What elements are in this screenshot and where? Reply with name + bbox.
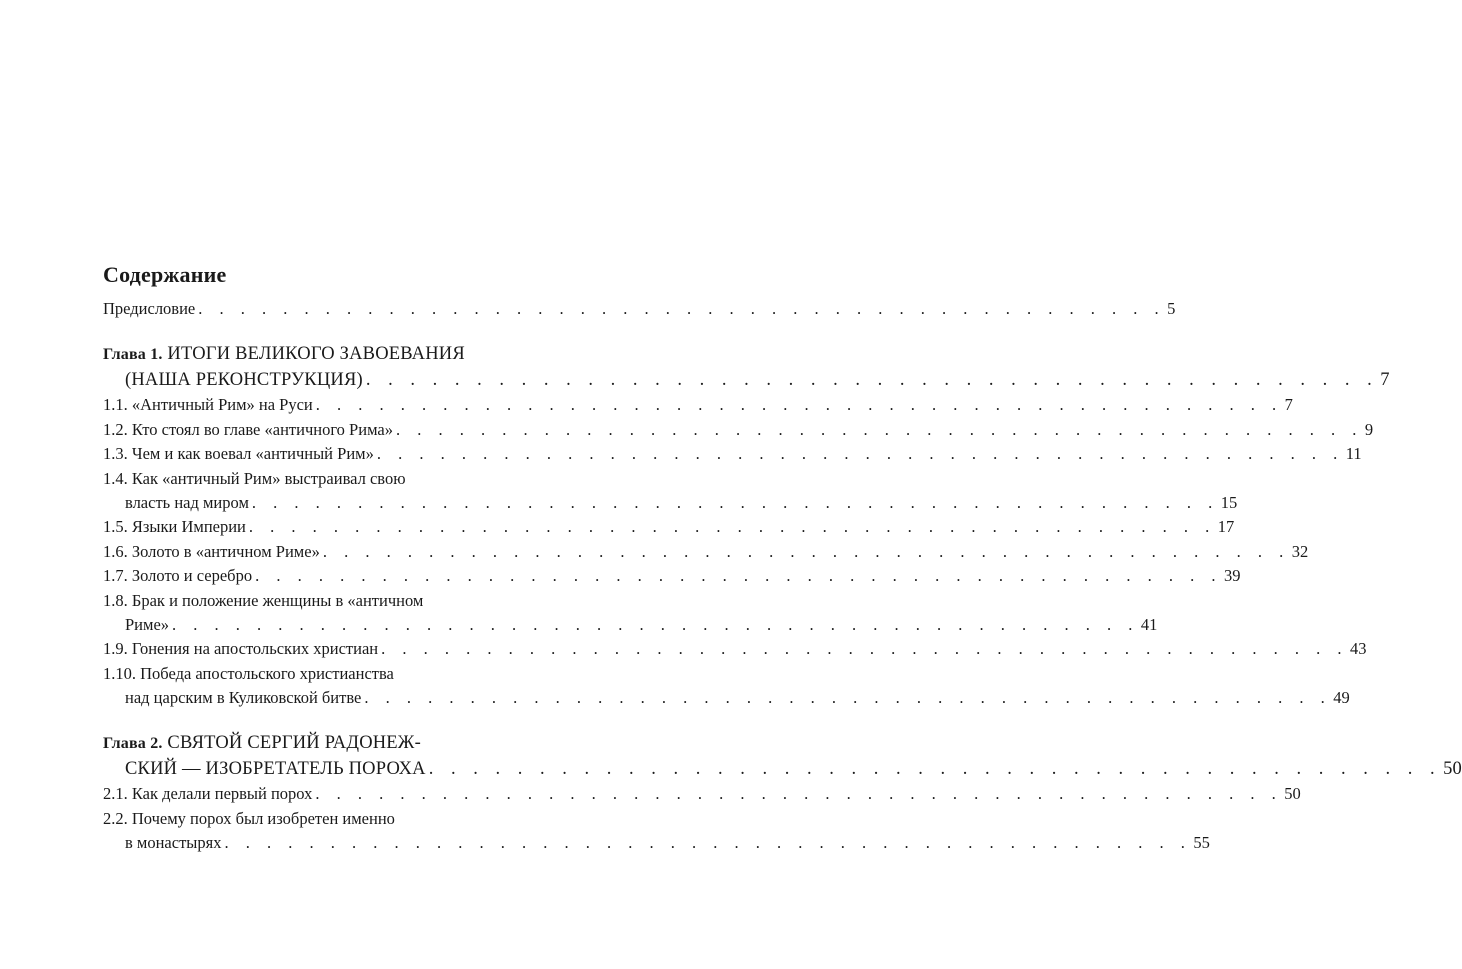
- chapter-title-cont: (НАША РЕКОНСТРУКЦИЯ): [125, 370, 363, 391]
- section-number: 1.10.: [103, 663, 136, 683]
- entry-text-cont: над царским в Куликовской битве: [125, 688, 362, 708]
- page-number: 49: [1333, 688, 1350, 708]
- toc-chapter-1-heading[interactable]: [103, 341, 519, 367]
- toc-entry-1-5[interactable]: [103, 515, 1235, 539]
- entry-text: Гонения на апостольских христиан: [131, 639, 379, 659]
- toc-entry-2-2[interactable]: [103, 807, 519, 831]
- entry-text: Золото в «античном Риме»: [131, 541, 320, 561]
- toc-entry-1-4[interactable]: [103, 467, 519, 491]
- dot-leader: . . . . . . . . . . . . . . . . . . . . . . . . . . . . . . . . . . . . . . . . . . . . . .: [255, 566, 1222, 586]
- toc-entry-1-7[interactable]: [103, 564, 1241, 588]
- section-number: 1.4.: [103, 468, 128, 488]
- dot-leader: . . . . . . . . . . . . . . . . . . . . . . . . . . . . . . . . . . . . . . . . . . . . . .: [315, 395, 1283, 415]
- section-number: 1.1.: [103, 395, 128, 415]
- entry-text: Брак и положение женщины в «античном: [131, 590, 424, 610]
- dot-leader: . . . . . . . . . . . . . . . . . . . . . . . . . . . . . . . . . . . . . . . . . . . . . .: [428, 759, 1442, 780]
- dot-leader: . . . . . . . . . . . . . . . . . . . . . . . . . . . . . . . . . . . . . . . . . . . . . .: [224, 833, 1192, 853]
- toc-entry-1-8-cont[interactable]: [103, 613, 1158, 637]
- dot-leader: . . . . . . . . . . . . . . . . . . . . . . . . . . . . . . . . . . . . . . . . . . . . . .: [365, 370, 1379, 391]
- toc-entry-1-1[interactable]: [103, 393, 1293, 417]
- entry-text: «Античный Рим» на Руси: [131, 395, 313, 415]
- dot-leader: . . . . . . . . . . . . . . . . . . . . . . . . . . . . . . . . . . . . . . . . . . . . . .: [322, 541, 1290, 561]
- page-number: 7: [1380, 370, 1390, 391]
- toc-entry-1-10[interactable]: [103, 662, 519, 686]
- entry-text-cont: Риме»: [125, 614, 170, 634]
- page-number: 50: [1284, 784, 1301, 804]
- toc-entry-1-10-cont[interactable]: [103, 686, 1350, 710]
- page-number: 17: [1217, 517, 1235, 537]
- entry-text: Как «античный Рим» выстраивал свою: [131, 468, 406, 488]
- page-number: 41: [1140, 614, 1158, 634]
- page-number: 7: [1284, 395, 1293, 415]
- chapter-label: Глава 1.: [103, 346, 163, 364]
- section-number: 1.6.: [103, 541, 128, 561]
- entry-text: Как делали первый порох: [131, 784, 313, 804]
- page-number: 55: [1193, 833, 1210, 853]
- entry-text: Чем и как воевал «античный Рим»: [131, 444, 374, 464]
- entry-text-cont: власть над миром: [125, 492, 249, 512]
- toc-entry-1-4-cont[interactable]: [103, 491, 1238, 515]
- page-number: 5: [1167, 299, 1176, 318]
- dot-leader: . . . . . . . . . . . . . . . . . . . . . . . . . . . . . . . . . . . . . . . . . . . . . .: [248, 517, 1216, 537]
- entry-text: Победа апостольского христианства: [140, 663, 394, 683]
- dot-leader: . . . . . . . . . . . . . . . . . . . . . . . . . . . . . . . . . . . . . . . . . . . . . .: [198, 299, 1166, 318]
- page-number: 43: [1350, 639, 1367, 659]
- entry-text: Золото и серебро: [131, 566, 253, 586]
- chapter-title: ИТОГИ ВЕЛИКОГО ЗАВОЕВАНИЯ: [167, 344, 465, 365]
- dot-leader: . . . . . . . . . . . . . . . . . . . . . . . . . . . . . . . . . . . . . . . . . . . . . .: [381, 639, 1348, 659]
- toc-entry-preface[interactable]: [103, 297, 1176, 321]
- page-number: 39: [1223, 566, 1241, 586]
- toc-entry-1-2[interactable]: [103, 418, 1374, 442]
- toc-entry-1-3[interactable]: [103, 442, 1362, 466]
- dot-leader: . . . . . . . . . . . . . . . . . . . . . . . . . . . . . . . . . . . . . . . . . . . . . .: [364, 688, 1332, 708]
- toc-chapter-2-heading-cont[interactable]: [103, 756, 1462, 782]
- toc-entry-1-9[interactable]: [103, 637, 1367, 661]
- toc-chapter-1-heading-cont[interactable]: [103, 367, 1390, 393]
- dot-leader: . . . . . . . . . . . . . . . . . . . . . . . . . . . . . . . . . . . . . . . . . . . . . .: [251, 492, 1219, 512]
- page-number: 11: [1345, 444, 1362, 464]
- entry-text: Языки Империи: [131, 517, 246, 537]
- entry-text: Почему порох был изобретен именно: [131, 808, 395, 828]
- entry-text: Предисловие: [103, 299, 196, 318]
- toc-entry-2-1[interactable]: [103, 782, 1301, 806]
- toc-chapter-2-heading[interactable]: [103, 730, 519, 756]
- dot-leader: . . . . . . . . . . . . . . . . . . . . . . . . . . . . . . . . . . . . . . . . . . . . . .: [172, 614, 1139, 634]
- dot-leader: . . . . . . . . . . . . . . . . . . . . . . . . . . . . . . . . . . . . . . . . . . . . . .: [376, 444, 1344, 464]
- page-number: 50: [1443, 759, 1462, 780]
- section-number: 2.2.: [103, 808, 128, 828]
- entry-text-cont: в монастырях: [125, 833, 222, 853]
- page-number: 32: [1291, 541, 1309, 561]
- chapter-title-cont: СКИЙ — ИЗОБРЕТАТЕЛЬ ПОРОХА: [125, 759, 426, 780]
- section-number: 1.7.: [103, 566, 128, 586]
- table-of-contents: [103, 262, 1462, 856]
- section-number: 1.9.: [103, 639, 128, 659]
- dot-leader: . . . . . . . . . . . . . . . . . . . . . . . . . . . . . . . . . . . . . . . . . . . . . .: [315, 784, 1283, 804]
- page-number: 9: [1364, 419, 1374, 439]
- page-number: 15: [1220, 492, 1238, 512]
- section-number: 1.8.: [103, 590, 128, 610]
- section-number: 1.3.: [103, 444, 128, 464]
- chapter-title: СВЯТОЙ СЕРГИЙ РАДОНЕЖ-: [167, 733, 421, 754]
- toc-entry-2-2-cont[interactable]: [103, 831, 1210, 855]
- toc-title: Содержание: [103, 262, 227, 287]
- section-number: 2.1.: [103, 784, 128, 804]
- section-number: 1.5.: [103, 517, 128, 537]
- chapter-label: Глава 2.: [103, 735, 163, 753]
- dot-leader: . . . . . . . . . . . . . . . . . . . . . . . . . . . . . . . . . . . . . . . . . . . . . .: [395, 419, 1363, 439]
- section-number: 1.2.: [103, 419, 128, 439]
- toc-entry-1-6[interactable]: [103, 540, 1309, 564]
- entry-text: Кто стоял во главе «античного Рима»: [131, 419, 393, 439]
- toc-entry-1-8[interactable]: [103, 589, 519, 613]
